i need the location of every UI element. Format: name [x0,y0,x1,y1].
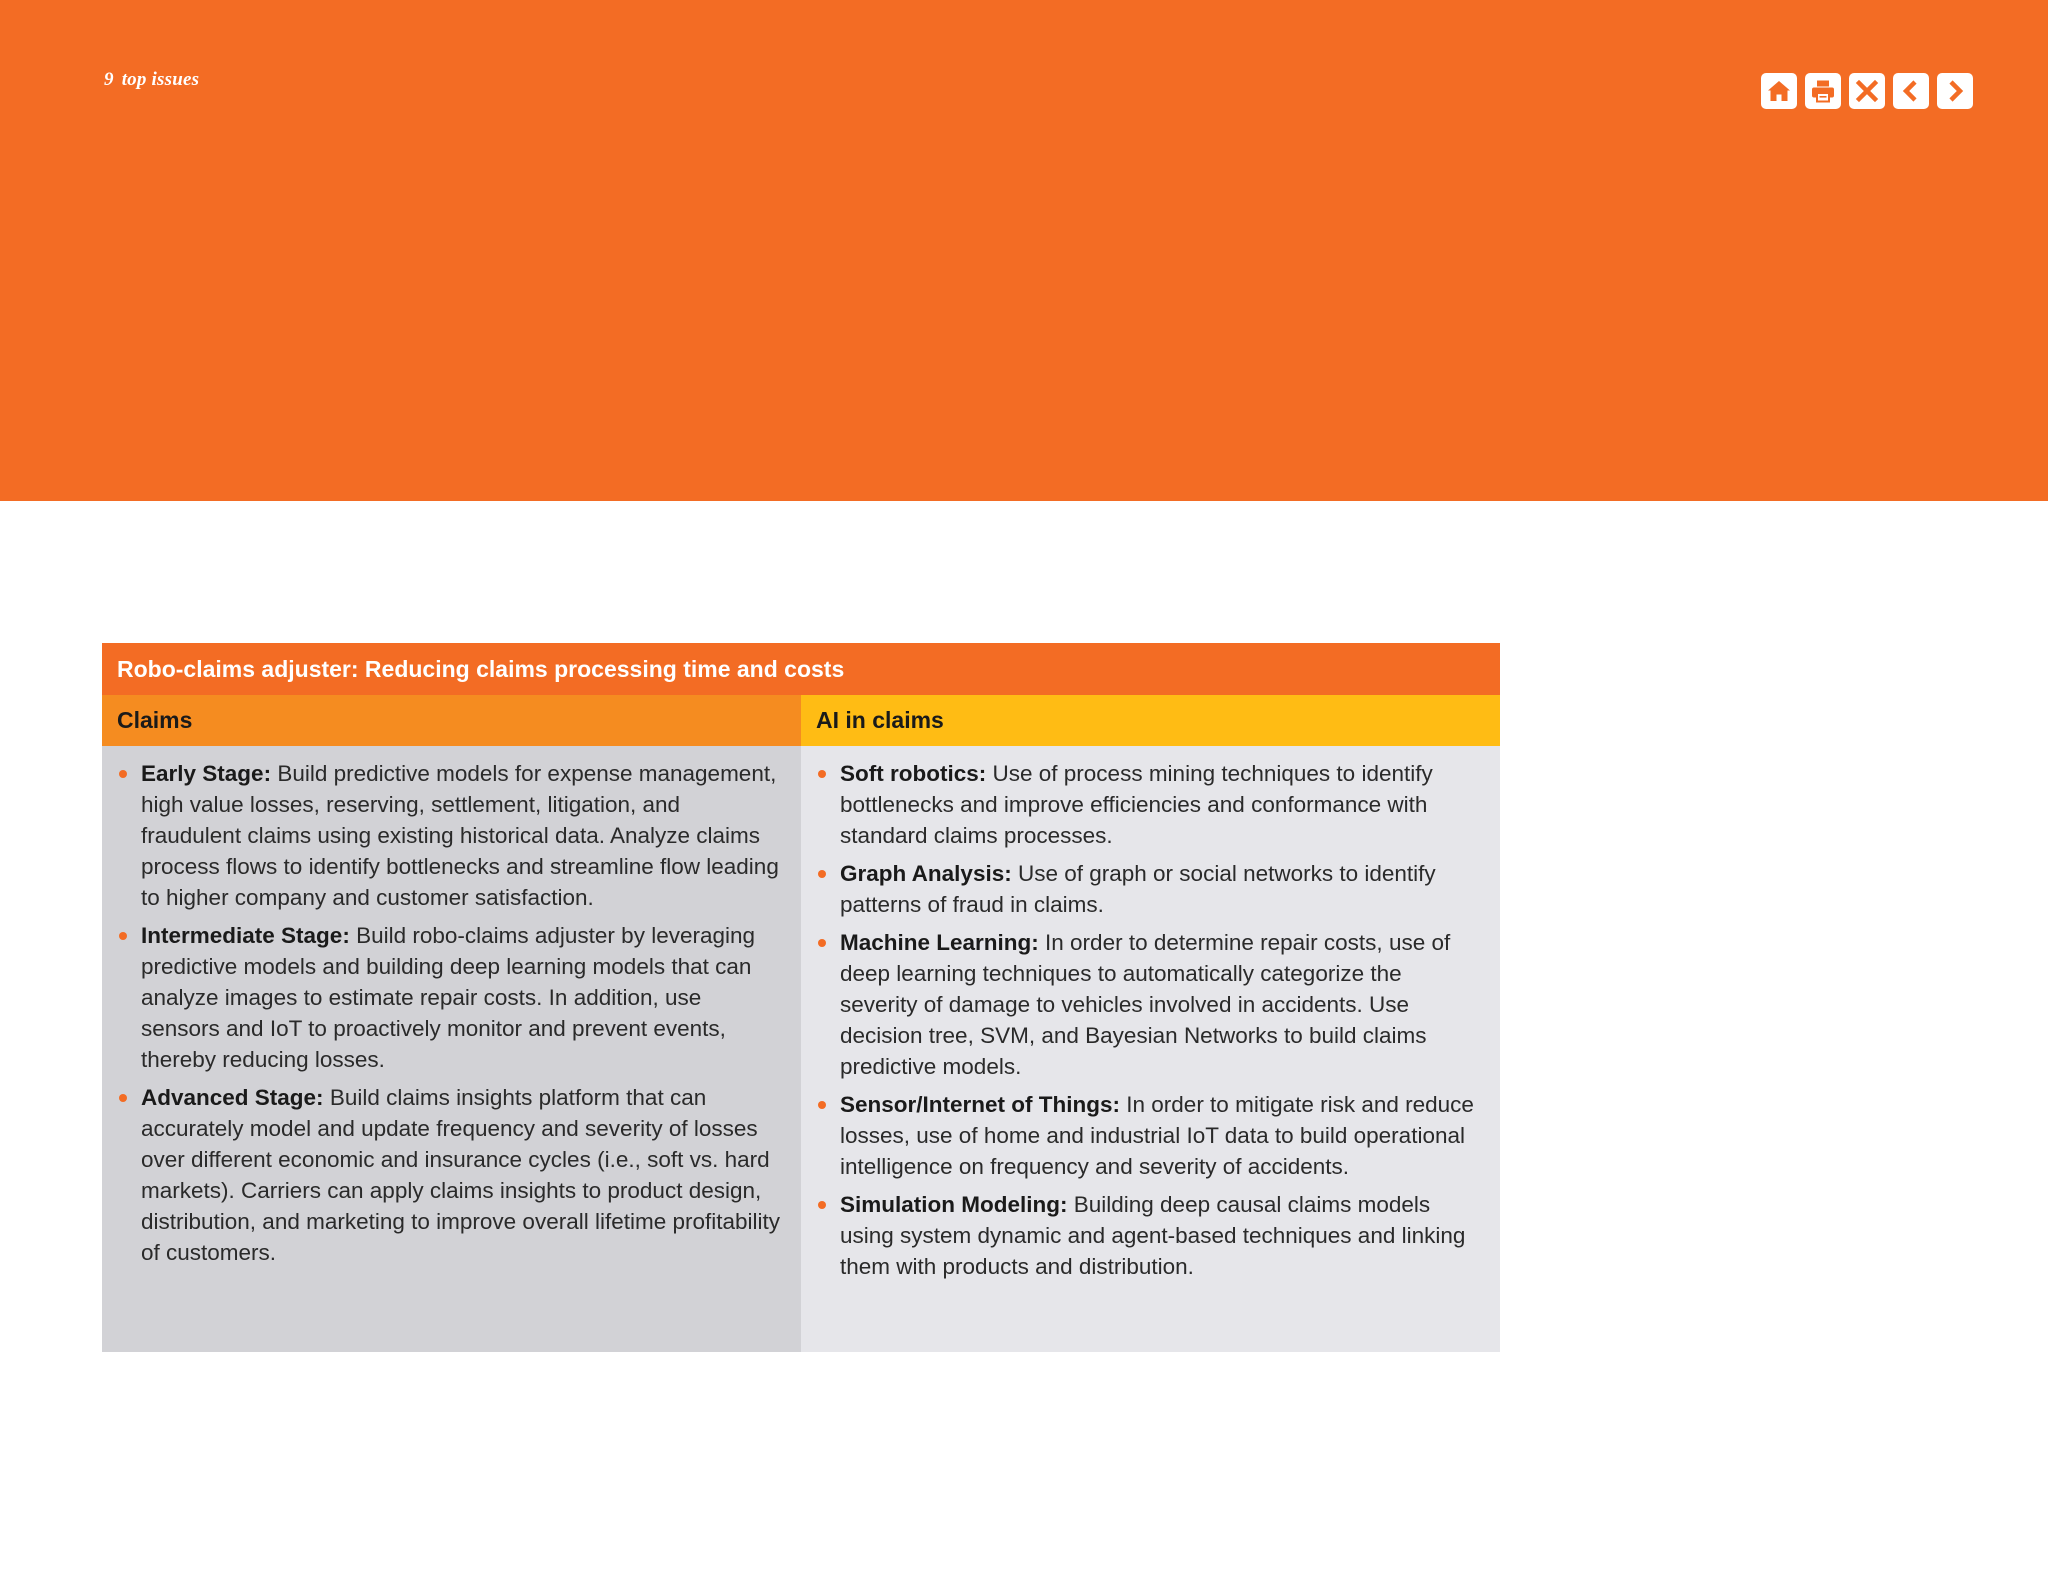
ai-column-heading: AI in claims [801,695,1500,746]
ai-column-body [801,746,1500,1352]
item-text: Use of graph or social networks to identify patterns of fraud in claims. [840,861,1436,917]
list-item [117,920,785,1075]
item-text: Use of process mining techniques to identify bottlenecks and improve efficiencies and conformance with standard claims processes. [840,761,1433,848]
claims-column-body [102,746,801,1352]
list-item [816,1089,1484,1182]
claims-column [102,695,801,1352]
item-term: Machine Learning: [840,930,1039,955]
item-text: Build robo-claims adjuster by leveraging predictive models and building deep learning models that can analyze images to estimate repair costs. In addition, use sensors and IoT to proactively monitor and prevent events, thereby reducing losses. [141,923,756,1072]
item-text: In order to determine repair costs, use of deep learning techniques to automatically categorize the severity of damage to vehicles involved in accidents. Use decision tree, SVM, and Bayesian Networks to build claims predictive models. [840,930,1451,1079]
claims-list [117,758,785,1268]
item-text: Build claims insights platform that can accurately model and update frequency and severity of losses over different economic and insurance cycles (i.e., soft vs. hard markets). Carriers can apply claims insights to product design, distribution, and marketing to improve overall lifetime profitability of customers. [141,1085,781,1265]
item-term: Graph Analysis: [840,861,1012,886]
page-tag [104,69,199,91]
list-item [816,758,1484,851]
print-icon [1809,77,1837,105]
table-title: Robo-claims adjuster: Reducing claims processing time and costs [102,643,1500,695]
chevron-left-icon [1897,77,1925,105]
section-name: top issues [121,69,200,90]
ai-list [816,758,1484,1282]
item-term: Intermediate Stage: [141,923,350,948]
ai-column [801,695,1500,1352]
home-button[interactable] [1761,73,1797,109]
list-item [816,927,1484,1082]
navigation-toolbar [1761,73,1973,109]
chevron-right-icon [1941,77,1969,105]
table-columns [102,695,1500,1352]
list-item [816,1189,1484,1282]
item-term: Simulation Modeling: [840,1192,1068,1217]
item-term: Sensor/Internet of Things: [840,1092,1121,1117]
header-banner [0,0,2048,501]
previous-page-button[interactable] [1893,73,1929,109]
claims-column-heading: Claims [102,695,801,746]
item-term: Advanced Stage: [141,1085,324,1110]
item-text: Building deep causal claims models using system dynamic and agent-based techniques and linking them with products and distribution. [840,1192,1466,1279]
item-term: Early Stage: [141,761,272,786]
home-icon [1765,77,1793,105]
list-item [816,858,1484,920]
list-item [117,1082,785,1268]
close-icon [1853,77,1881,105]
item-text: In order to mitigate risk and reduce losses, use of home and industrial IoT data to build operational intelligence on frequency and severity of accidents. [840,1092,1474,1179]
item-text: Build predictive models for expense management, high value losses, reserving, settlement, litigation, and fraudulent claims using existing historical data. Analyze claims process flows to identify bottlenecks and streamline flow leading to higher company and customer satisfaction. [141,761,779,910]
print-button[interactable] [1805,73,1841,109]
page-number: 9 [104,69,114,90]
robo-claims-table [102,643,1500,1352]
close-button[interactable] [1849,73,1885,109]
list-item [117,758,785,913]
item-term: Soft robotics: [840,761,987,786]
next-page-button[interactable] [1937,73,1973,109]
